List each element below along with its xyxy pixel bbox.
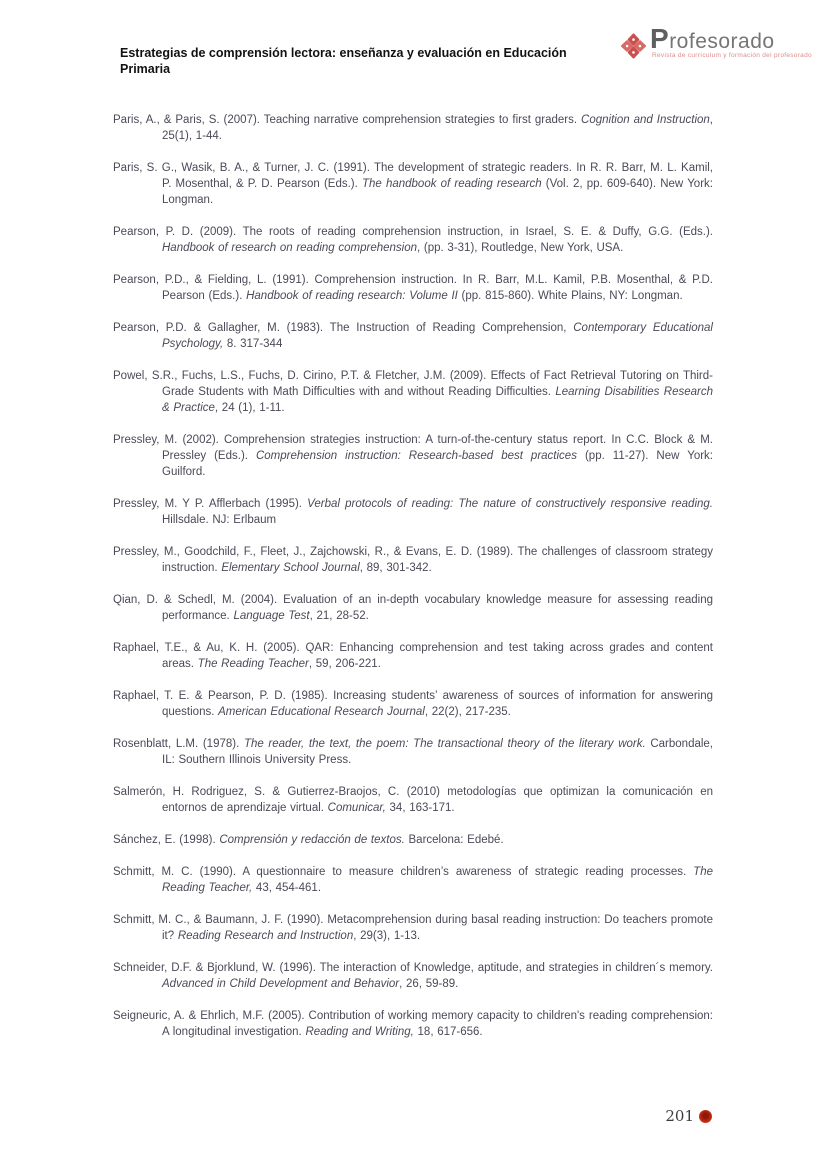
reference-text: Pressley, M. (2002). Comprehension strategies instruction: A turn-of-the-century status report. In C.C. Block & M. Pressley (Eds.). [113,434,713,462]
reference-entry [113,320,713,352]
reference-title-italic: Verbal protocols of reading: The nature of constructively responsive reading. [307,498,713,510]
reference-text: Hillsdale. NJ: Erlbaum [162,514,277,526]
reference-entry [113,272,713,304]
reference-title-italic: Cognition and Instruction [581,114,710,126]
logo-text-column [650,23,812,59]
reference-entry [113,432,713,480]
reference-text: Raphael, T. E. & Pearson, P. D. (1985). Increasing students’ awareness of sources of information for answering questions. [113,690,713,718]
reference-text: , 24 (1), 1-11. [214,402,285,414]
reference-entry [113,864,713,896]
reference-title-italic: Comunicar, [327,802,386,814]
reference-title-italic: Reading and Writing, [305,1026,414,1038]
reference-entry [113,912,713,944]
reference-entry [113,544,713,576]
reference-entry [113,960,713,992]
reference-text: Seigneuric, A. & Ehrlich, M.F. (2005). Contribution of working memory capacity to children's reading comprehension: A longitudinal investigation. [113,1010,713,1038]
reference-text: , 26, 59-89. [399,978,459,990]
reference-title-italic: Contemporary Educational Psychology, [162,322,713,350]
references-list [113,112,713,1056]
reference-title-italic: Learning Disabilities Research & Practice [162,386,713,414]
page-header-title: Estrategias de comprensión lectora: enseñanza y evaluación en Educación Primaria [120,46,567,76]
reference-text: Schmitt, M. C. (1990). A questionnaire to measure children’s awareness of strategic reading processes. [113,866,694,878]
reference-text: Schneider, D.F. & Bjorklund, W. (1996). The interaction of Knowledge, aptitude, and strategies in children´s memory. [113,962,713,974]
reference-text: Barcelona: Edebé. [404,834,504,846]
reference-text: , 22(2), 217-235. [424,706,511,718]
reference-text: Pearson, P. D. (2009). The roots of reading comprehension instruction, in Israel, S. E. & Duffy, G.G. (Eds.). [113,226,713,238]
reference-text: Salmerón, H. Rodriguez, S. & Gutierrez-Braojos, C. (2010) metodologías que optimizan la comunicación en entornos de aprendizaje virtual. [113,786,713,814]
reference-entry [113,160,713,208]
reference-text: 34, 163-171. [385,802,455,814]
reference-text: , 59, 206-221. [308,658,381,670]
reference-text: (Vol. 2, pp. 609-640). New York: Longman. [162,178,713,206]
page-footer [665,1107,712,1125]
profesorado-logo [620,23,812,66]
reference-title-italic: Language Test [233,610,310,622]
reference-text: Pressley, M., Goodchild, F., Fleet, J., Zajchowski, R., & Evans, E. D. (1989). The challenges of classroom strategy instruction. [113,546,713,574]
reference-entry [113,688,713,720]
reference-text: Schmitt, M. C., & Baumann, J. F. (1990). Metacomprehension during basal reading instruction: Do teachers promote it? [113,914,713,942]
reference-entry [113,496,713,528]
reference-title-italic: Elementary School Journal [221,562,360,574]
reference-text: Rosenblatt, L.M. (1978). [113,738,244,750]
reference-title-italic: Comprensión y redacción de textos. [219,834,405,846]
reference-text: Pearson, P.D. & Gallagher, M. (1983). The Instruction of Reading Comprehension, [113,322,574,334]
reference-text: (pp. 11-27). New York: Guilford. [162,450,713,478]
reference-text: Carbondale, IL: Southern Illinois University Press. [162,738,714,766]
reference-title-italic: Advanced in Child Development and Behavior [162,978,400,990]
reference-entry [113,592,713,624]
reference-title-italic: American Educational Research Journal [218,706,425,718]
reference-entry [113,1008,713,1040]
reference-title-italic: The Reading Teacher [197,658,309,670]
reference-title-italic: The handbook of reading research [361,178,542,190]
reference-text: 43, 454-461. [252,882,322,894]
reference-text: 18, 617-656. [413,1026,483,1038]
reference-text: , (pp. 3-31), Routledge, New York, USA. [417,242,624,254]
reference-text: Qian, D. & Schedl, M. (2004). Evaluation of an in-depth vocabulary knowledge measure for assessing reading performance. [113,594,713,622]
page-number: 201 [665,1107,694,1125]
reference-entry [113,640,713,672]
logo-name: Profesorado [650,23,775,54]
reference-text: Raphael, T.E., & Au, K. H. (2005). QAR: Enhancing comprehension and test taking across grades and content areas. [113,642,713,670]
reference-text: Powel, S.R., Fuchs, L.S., Fuchs, D. Cirino, P.T. & Fletcher, J.M. (2009). Effects of Fact Retrieval Tutoring on Third-Grade Students with Math Difficulties with and without Reading Difficulties. [113,370,713,398]
reference-text: Pearson, P.D., & Fielding, L. (1991). Comprehension instruction. In R. Barr, M.L. Kamil, P.B. Mosenthal, & P.D. Pearson (Eds.). [113,274,713,302]
reference-text: , 21, 28-52. [309,610,369,622]
reference-title-italic: Reading Research and Instruction [177,930,354,942]
reference-entry [113,736,713,768]
reference-entry [113,784,713,816]
reference-text: Paris, A., & Paris, S. (2007). Teaching narrative comprehension strategies to first graders. [113,114,582,126]
reference-title-italic: The Reading Teacher, [162,866,713,894]
reference-text: , 89, 301-342. [359,562,432,574]
reference-title-italic: Handbook of research on reading comprehension [162,242,418,254]
profesorado-flower-icon [620,31,647,66]
reference-text: Pressley, M. Y P. Afflerbach (1995). [113,498,308,510]
reference-title-italic: Handbook of reading research: Volume II [246,290,458,302]
logo-tagline: Revista de currículum y formación del profesorado [652,52,812,59]
reference-text: Paris, S. G., Wasik, B. A., & Turner, J. C. (1991). The development of strategic readers. In R. R. Barr, M. L. Kamil, P. Mosenthal, & P. D. Pearson (Eds.). [113,162,713,190]
reference-text: Sánchez, E. (1998). [113,834,220,846]
reference-text: (pp. 815-860). White Plains, NY: Longman. [457,290,683,302]
reference-entry [113,112,713,144]
reference-entry [113,832,713,848]
page-number-bullet-icon [699,1110,712,1123]
reference-text: , 25(1), 1-44. [162,114,713,142]
reference-title-italic: The reader, the text, the poem: The transactional theory of the literary work. [243,738,646,750]
reference-text: 8. 317-344 [223,338,283,350]
reference-entry [113,368,713,416]
reference-text: , 29(3), 1-13. [353,930,421,942]
reference-entry [113,224,713,256]
reference-title-italic: Comprehension instruction: Research-based best practices [255,450,577,462]
